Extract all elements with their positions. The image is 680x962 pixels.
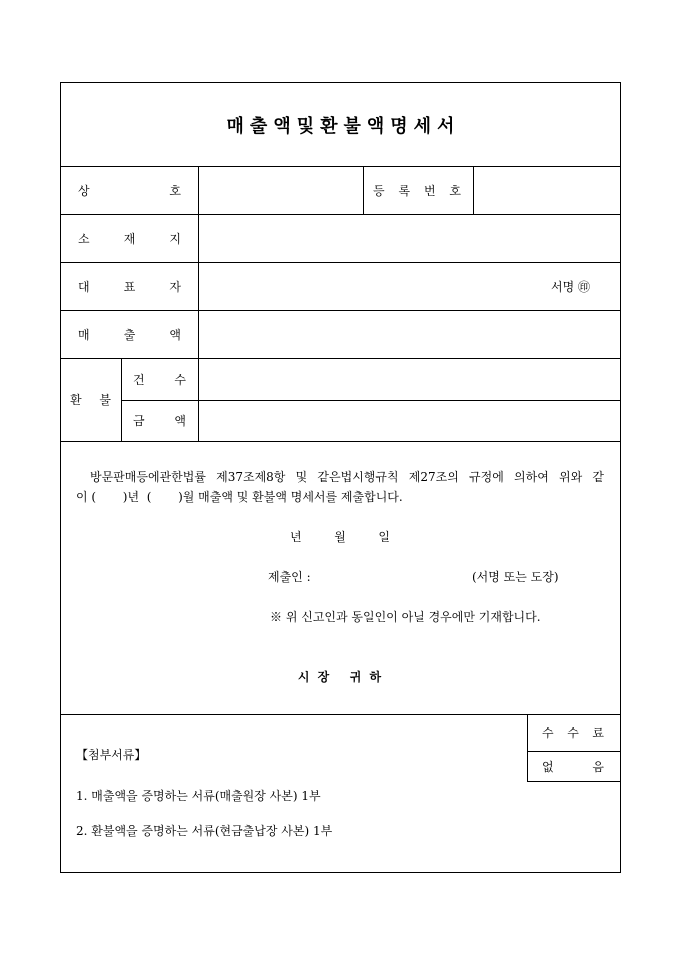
refund-amount-label-cell xyxy=(122,401,199,442)
registration-number-label: 등 록 번 호 xyxy=(373,183,461,198)
submitter-signature-label: (서명 또는 도장) xyxy=(472,570,559,584)
refund-count-value-cell xyxy=(199,359,620,401)
address-value-cell xyxy=(199,215,620,263)
address-label-cell xyxy=(61,215,199,263)
sales-amount-label: 매 출 액 xyxy=(78,327,181,342)
form-title: 매출액및환불액명세서 xyxy=(226,115,461,137)
representative-label: 대 표 자 xyxy=(78,279,181,294)
attachment-item: 2. 환불액을 증명하는 서류(현금출납장 사본) 1부 xyxy=(76,824,333,838)
addressee: 시 장 귀 하 xyxy=(297,670,384,684)
address-label: 소 재 지 xyxy=(78,231,181,246)
refund-label-cell xyxy=(61,359,122,442)
statement-line-1: 방문판매등에관한법률 제37조제8항 및 같은법시행규칙 제27조의 규정에 의하여 위와 같 xyxy=(90,470,604,484)
trade-name-label: 상 호 xyxy=(78,183,181,198)
registration-number-value-cell xyxy=(474,167,620,215)
title-row xyxy=(61,83,620,167)
trade-name-value-cell xyxy=(199,167,364,215)
statement-line-2: 이 ( )년 ( )월 매출액 및 환불액 명세서를 제출합니다. xyxy=(76,490,403,504)
fee-label: 수 수 료 xyxy=(542,726,604,740)
fee-value-cell xyxy=(527,752,620,782)
fee-label-cell xyxy=(527,715,620,752)
refund-label: 환 불 xyxy=(70,393,111,407)
registration-number-label-cell xyxy=(364,167,474,215)
refund-count-label-cell xyxy=(122,359,199,401)
refund-amount-label: 금 액 xyxy=(133,414,186,428)
representative-label-cell xyxy=(61,263,199,311)
sales-refund-statement-form xyxy=(60,82,621,873)
sales-amount-label-cell xyxy=(61,311,199,359)
attachment-item: 1. 매출액을 증명하는 서류(매출원장 사본) 1부 xyxy=(76,789,321,803)
signature-seal-mark: 서명 ㊞ xyxy=(551,280,590,294)
refund-amount-value-cell xyxy=(199,401,620,442)
submitter-label: 제출인 : xyxy=(268,570,311,584)
statement-date: 년 월 일 xyxy=(290,530,390,544)
sales-amount-value-cell xyxy=(199,311,620,359)
trade-name-label-cell xyxy=(61,167,199,215)
statement-note: ※ 위 신고인과 동일인이 아닐 경우에만 기재합니다. xyxy=(270,610,541,624)
representative-value-cell xyxy=(199,263,620,311)
attachments-heading: 【첨부서류】 xyxy=(76,748,147,762)
fee-value: 없 음 xyxy=(542,759,604,774)
refund-count-label: 건 수 xyxy=(133,372,186,387)
